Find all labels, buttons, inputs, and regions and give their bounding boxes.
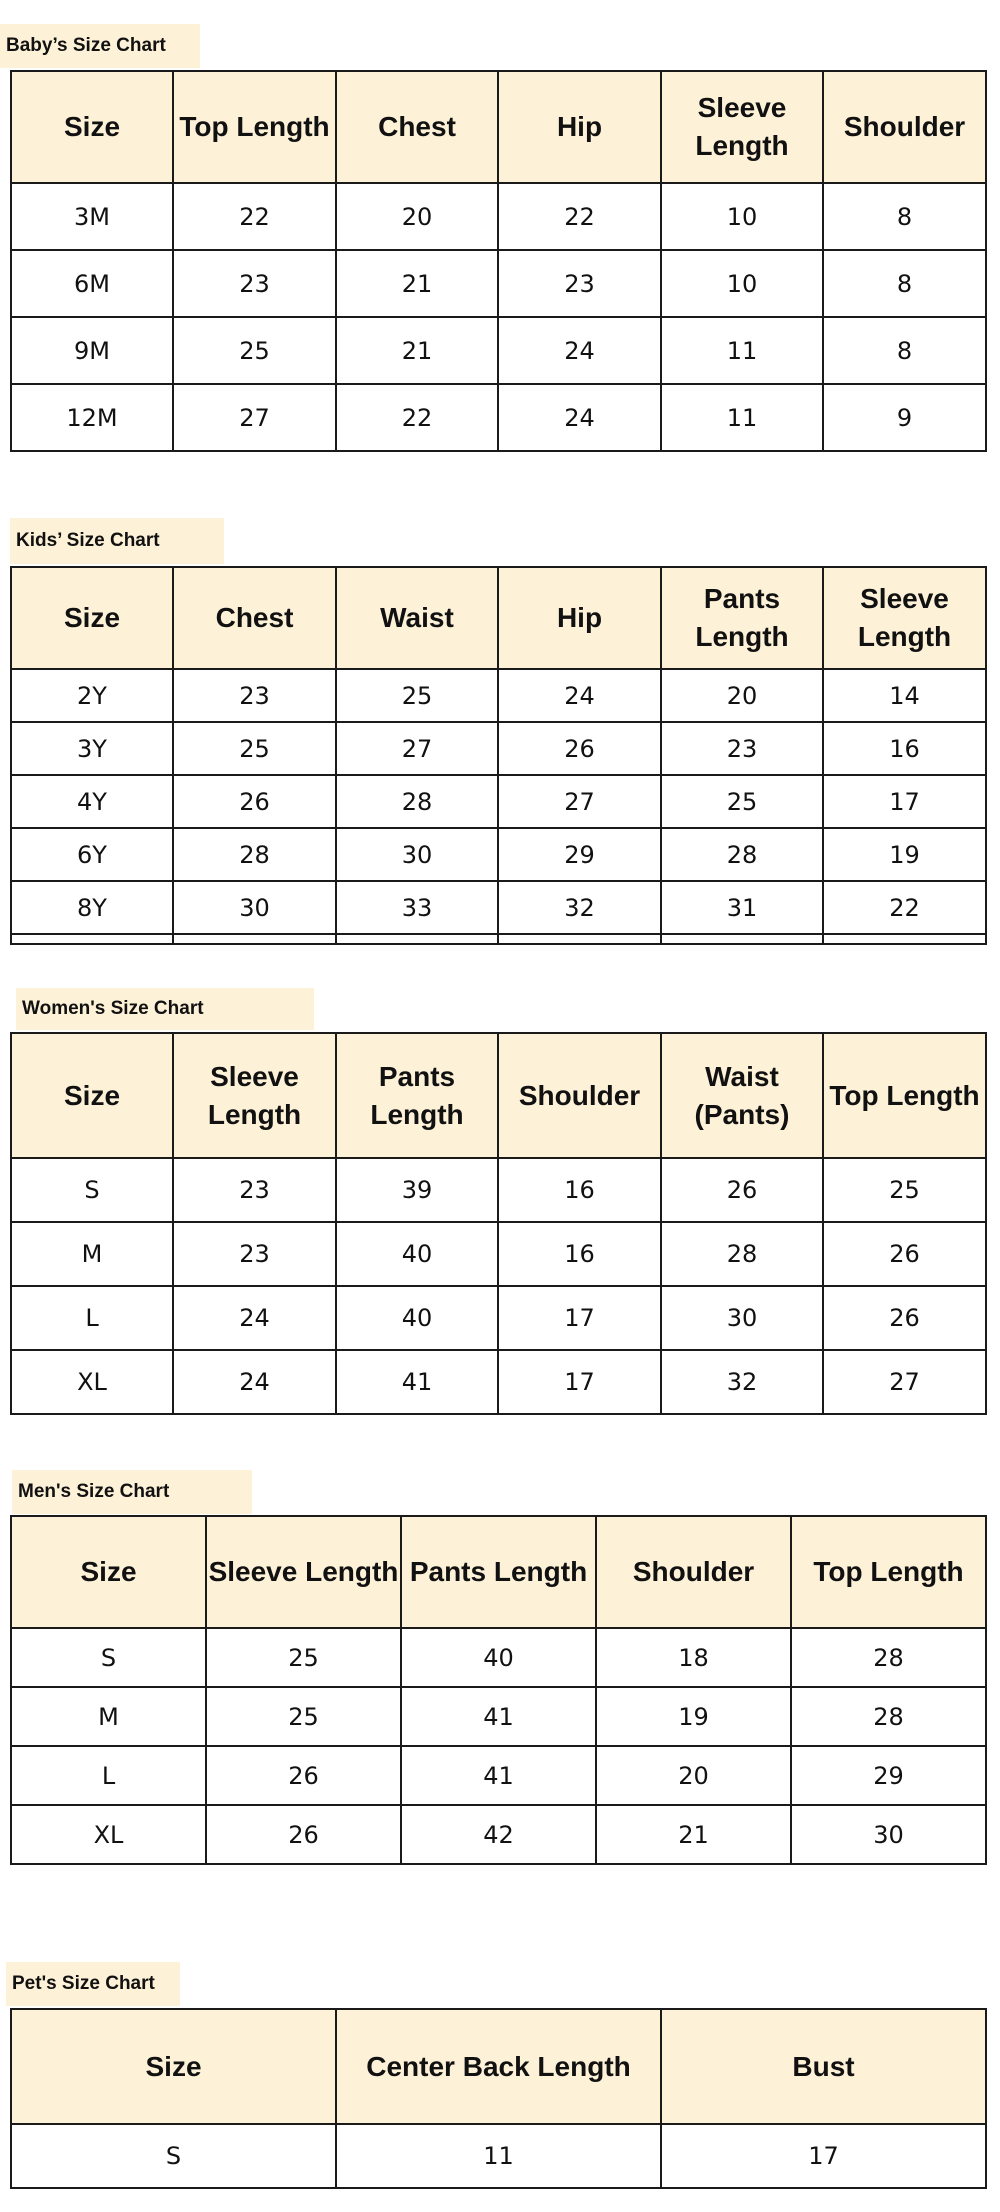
header-cell: Size bbox=[11, 1033, 173, 1158]
header-cell: Bust bbox=[661, 2009, 986, 2124]
value-cell: 25 bbox=[173, 317, 336, 384]
value-cell: 16 bbox=[498, 1158, 661, 1222]
value-cell: 23 bbox=[661, 722, 823, 775]
value-cell: 23 bbox=[173, 669, 336, 722]
value-cell: 33 bbox=[336, 881, 498, 934]
value-cell: 22 bbox=[173, 183, 336, 250]
value-cell: 26 bbox=[661, 1158, 823, 1222]
value-cell: 24 bbox=[498, 384, 661, 451]
value-cell: 32 bbox=[661, 1350, 823, 1414]
kids-size-table bbox=[10, 566, 987, 945]
value-cell: 25 bbox=[173, 722, 336, 775]
size-cell: XL bbox=[11, 1350, 173, 1414]
table-row bbox=[11, 2124, 986, 2188]
table-row bbox=[11, 775, 986, 828]
table-row-cutoff bbox=[11, 934, 986, 944]
value-cell: 25 bbox=[336, 669, 498, 722]
table-row bbox=[11, 1350, 986, 1414]
value-cell: 23 bbox=[173, 1222, 336, 1286]
header-cell: Top Length bbox=[823, 1033, 986, 1158]
size-cell: L bbox=[11, 1746, 206, 1805]
value-cell: 27 bbox=[498, 775, 661, 828]
table-row bbox=[11, 669, 986, 722]
value-cell: 8 bbox=[823, 317, 986, 384]
women-size-table bbox=[10, 1032, 987, 1415]
value-cell: 26 bbox=[498, 722, 661, 775]
value-cell: 29 bbox=[791, 1746, 986, 1805]
value-cell: 41 bbox=[401, 1746, 596, 1805]
women-header-row bbox=[11, 1033, 986, 1158]
header-cell: Chest bbox=[336, 71, 498, 183]
table-row bbox=[11, 1286, 986, 1350]
header-cell: Top Length bbox=[173, 71, 336, 183]
value-cell: 24 bbox=[498, 317, 661, 384]
size-cell: 8Y bbox=[11, 881, 173, 934]
table-row bbox=[11, 1222, 986, 1286]
value-cell: 28 bbox=[661, 1222, 823, 1286]
value-cell: 29 bbox=[498, 828, 661, 881]
value-cell: 24 bbox=[498, 669, 661, 722]
value-cell: 28 bbox=[791, 1687, 986, 1746]
value-cell: 14 bbox=[823, 669, 986, 722]
header-cell: Center Back Length bbox=[336, 2009, 661, 2124]
value-cell: 40 bbox=[336, 1286, 498, 1350]
size-cell: 6M bbox=[11, 250, 173, 317]
value-cell: 27 bbox=[823, 1350, 986, 1414]
value-cell: 27 bbox=[173, 384, 336, 451]
size-cell: 3M bbox=[11, 183, 173, 250]
value-cell: 10 bbox=[661, 183, 823, 250]
value-cell: 22 bbox=[498, 183, 661, 250]
value-cell: 20 bbox=[596, 1746, 791, 1805]
table-row bbox=[11, 384, 986, 451]
value-cell: 26 bbox=[173, 775, 336, 828]
header-cell: Hip bbox=[498, 567, 661, 669]
size-cell: S bbox=[11, 2124, 336, 2188]
value-cell: 30 bbox=[791, 1805, 986, 1864]
baby-chart-title: Baby’s Size Chart bbox=[0, 24, 200, 68]
value-cell: 21 bbox=[336, 317, 498, 384]
value-cell: 26 bbox=[823, 1286, 986, 1350]
value-cell: 41 bbox=[401, 1687, 596, 1746]
value-cell: 8 bbox=[823, 250, 986, 317]
value-cell: 24 bbox=[173, 1350, 336, 1414]
value-cell: 40 bbox=[336, 1222, 498, 1286]
value-cell: 24 bbox=[173, 1286, 336, 1350]
table-row bbox=[11, 881, 986, 934]
size-cell: 4Y bbox=[11, 775, 173, 828]
value-cell: 8 bbox=[823, 183, 986, 250]
header-cell: Size bbox=[11, 567, 173, 669]
table-row bbox=[11, 183, 986, 250]
value-cell: 16 bbox=[498, 1222, 661, 1286]
header-cell: Size bbox=[11, 2009, 336, 2124]
header-cell: Pants Length bbox=[401, 1516, 596, 1628]
baby-header-row bbox=[11, 71, 986, 183]
value-cell: 40 bbox=[401, 1628, 596, 1687]
size-cell: 6Y bbox=[11, 828, 173, 881]
value-cell: 26 bbox=[823, 1222, 986, 1286]
value-cell: 41 bbox=[336, 1350, 498, 1414]
size-cell: M bbox=[11, 1222, 173, 1286]
header-cell: Waist (Pants) bbox=[661, 1033, 823, 1158]
size-cell: 12M bbox=[11, 384, 173, 451]
size-cell: 9M bbox=[11, 317, 173, 384]
size-cell: S bbox=[11, 1158, 173, 1222]
value-cell: 23 bbox=[173, 250, 336, 317]
value-cell: 30 bbox=[173, 881, 336, 934]
kids-header-row bbox=[11, 567, 986, 669]
header-cell: Shoulder bbox=[823, 71, 986, 183]
value-cell: 16 bbox=[823, 722, 986, 775]
pet-header-row bbox=[11, 2009, 986, 2124]
header-cell: Sleeve Length bbox=[206, 1516, 401, 1628]
value-cell: 19 bbox=[823, 828, 986, 881]
value-cell: 25 bbox=[206, 1687, 401, 1746]
value-cell: 30 bbox=[336, 828, 498, 881]
table-row bbox=[11, 828, 986, 881]
value-cell: 17 bbox=[498, 1286, 661, 1350]
header-cell: Sleeve Length bbox=[173, 1033, 336, 1158]
value-cell: 20 bbox=[661, 669, 823, 722]
size-cell: 2Y bbox=[11, 669, 173, 722]
value-cell: 19 bbox=[596, 1687, 791, 1746]
value-cell: 22 bbox=[336, 384, 498, 451]
value-cell: 17 bbox=[498, 1350, 661, 1414]
value-cell: 21 bbox=[596, 1805, 791, 1864]
size-cell: L bbox=[11, 1286, 173, 1350]
value-cell: 27 bbox=[336, 722, 498, 775]
value-cell: 20 bbox=[336, 183, 498, 250]
table-row bbox=[11, 250, 986, 317]
value-cell: 23 bbox=[173, 1158, 336, 1222]
baby-size-table bbox=[10, 70, 987, 452]
size-cell: 3Y bbox=[11, 722, 173, 775]
value-cell: 21 bbox=[336, 250, 498, 317]
table-row bbox=[11, 1687, 986, 1746]
value-cell: 28 bbox=[791, 1628, 986, 1687]
value-cell: 11 bbox=[336, 2124, 661, 2188]
value-cell: 17 bbox=[823, 775, 986, 828]
value-cell: 17 bbox=[661, 2124, 986, 2188]
header-cell: Chest bbox=[173, 567, 336, 669]
value-cell: 22 bbox=[823, 881, 986, 934]
value-cell: 25 bbox=[823, 1158, 986, 1222]
value-cell: 28 bbox=[173, 828, 336, 881]
men-size-table bbox=[10, 1515, 987, 1865]
header-cell: Shoulder bbox=[498, 1033, 661, 1158]
header-cell: Waist bbox=[336, 567, 498, 669]
header-cell: Top Length bbox=[791, 1516, 986, 1628]
header-cell: Hip bbox=[498, 71, 661, 183]
value-cell: 10 bbox=[661, 250, 823, 317]
women-chart-title: Women's Size Chart bbox=[16, 988, 314, 1030]
header-cell: Pants Length bbox=[336, 1033, 498, 1158]
pet-size-table bbox=[10, 2008, 987, 2189]
value-cell: 30 bbox=[661, 1286, 823, 1350]
header-cell: Sleeve Length bbox=[661, 71, 823, 183]
value-cell: 25 bbox=[206, 1628, 401, 1687]
value-cell: 23 bbox=[498, 250, 661, 317]
value-cell: 26 bbox=[206, 1746, 401, 1805]
value-cell: 31 bbox=[661, 881, 823, 934]
value-cell: 28 bbox=[661, 828, 823, 881]
value-cell: 32 bbox=[498, 881, 661, 934]
value-cell: 18 bbox=[596, 1628, 791, 1687]
header-cell: Pants Length bbox=[661, 567, 823, 669]
size-cell: M bbox=[11, 1687, 206, 1746]
pet-chart-title: Pet's Size Chart bbox=[6, 1962, 180, 2006]
table-row bbox=[11, 1805, 986, 1864]
value-cell: 42 bbox=[401, 1805, 596, 1864]
table-row bbox=[11, 1158, 986, 1222]
table-row bbox=[11, 722, 986, 775]
value-cell: 28 bbox=[336, 775, 498, 828]
men-header-row bbox=[11, 1516, 986, 1628]
header-cell: Size bbox=[11, 71, 173, 183]
header-cell: Sleeve Length bbox=[823, 567, 986, 669]
size-cell: S bbox=[11, 1628, 206, 1687]
size-cell: XL bbox=[11, 1805, 206, 1864]
table-row bbox=[11, 1628, 986, 1687]
kids-chart-title: Kids’ Size Chart bbox=[10, 518, 224, 564]
value-cell: 26 bbox=[206, 1805, 401, 1864]
header-cell: Shoulder bbox=[596, 1516, 791, 1628]
header-cell: Size bbox=[11, 1516, 206, 1628]
value-cell: 39 bbox=[336, 1158, 498, 1222]
value-cell: 11 bbox=[661, 317, 823, 384]
table-row bbox=[11, 1746, 986, 1805]
table-row bbox=[11, 317, 986, 384]
men-chart-title: Men's Size Chart bbox=[12, 1470, 252, 1514]
value-cell: 11 bbox=[661, 384, 823, 451]
value-cell: 25 bbox=[661, 775, 823, 828]
value-cell: 9 bbox=[823, 384, 986, 451]
